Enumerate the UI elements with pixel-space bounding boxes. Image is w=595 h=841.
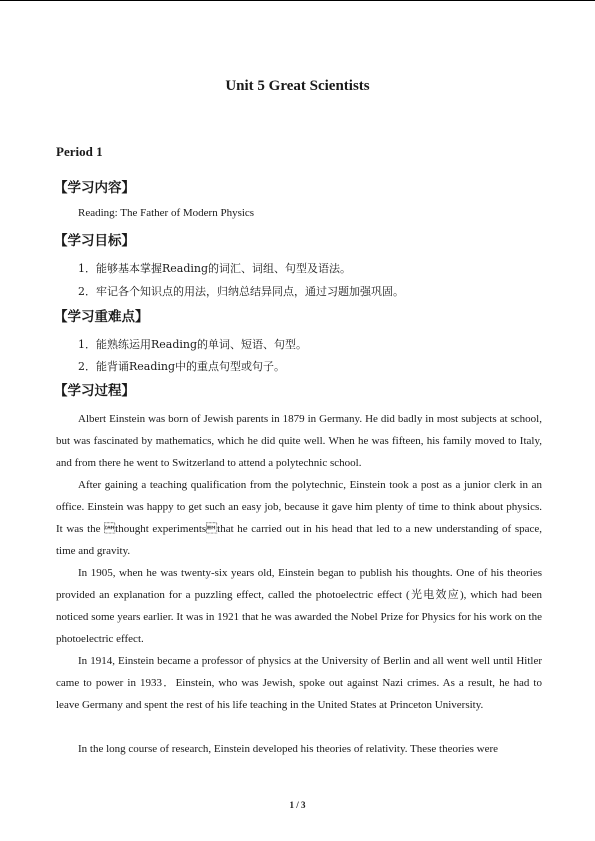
section-heading-goals: 【学习目标】 [54, 233, 135, 249]
goal-item-1: 1．能够基本掌握Reading的词汇、词组、句型及语法。 [78, 262, 352, 275]
paragraph-4: In 1914, Einstein became a professor of physics at the University of Berlin and all went well until Hitler came to power in 1933．Einstein, who was Jewish, spoke out against Nazi crimes. As a result, he had to leave Germany and spent the rest of his life teaching in the United States at Princeton University. [56, 655, 542, 711]
key-point-item-1: 1．能熟练运用Reading的单词、短语、句型。 [78, 338, 308, 351]
page-number: 1 / 3 [289, 800, 306, 810]
top-border-line [0, 0, 595, 1]
key-point-item-2: 2．能背诵Reading中的重点句型或句子。 [78, 360, 286, 373]
goal-item-2: 2．牢记各个知识点的用法，归纳总结异同点，通过习题加强巩固。 [78, 285, 404, 298]
content-text: Reading: The Father of Modern Physics [78, 207, 255, 219]
section-heading-process: 【学习过程】 [54, 383, 135, 399]
paragraph-5: In the long course of research, Einstein developed his theories of relativity. These theories were [78, 743, 498, 755]
page-title: Unit 5 Great Scientists [225, 78, 370, 94]
paragraph-2: After gaining a teaching qualification from the polytechnic, Einstein took a post as a junior clerk in an office. Einstein was happy to get such an easy job, because it gave him plenty of time to think about physics. It was the thought experimentsthat he carried out in his head that led to a new understanding of space, time and gravity. [56, 479, 542, 557]
period-heading: Period 1 [56, 144, 103, 159]
section-heading-key-points: 【学习重难点】 [54, 309, 149, 325]
paragraph-3: In 1905, when he was twenty-six years old, Einstein began to publish his thoughts. One of his theories provided an explanation for a puzzling effect, called the photoelectric effect (光电效应), which had been noticed some years earlier. It was in 1921 that he was awarded the Nobel Prize for Physics for his work on the photoelectric effect. [56, 567, 542, 645]
paragraph-1: Albert Einstein was born of Jewish parents in 1879 in Germany. He did badly in most subjects at school, but was fascinated by mathematics, which he did quite well. When he was fifteen, his family moved to Italy, and from there he went to Switzerland to attend a polytechnic school. [56, 413, 542, 469]
section-heading-content: 【学习内容】 [54, 180, 135, 196]
